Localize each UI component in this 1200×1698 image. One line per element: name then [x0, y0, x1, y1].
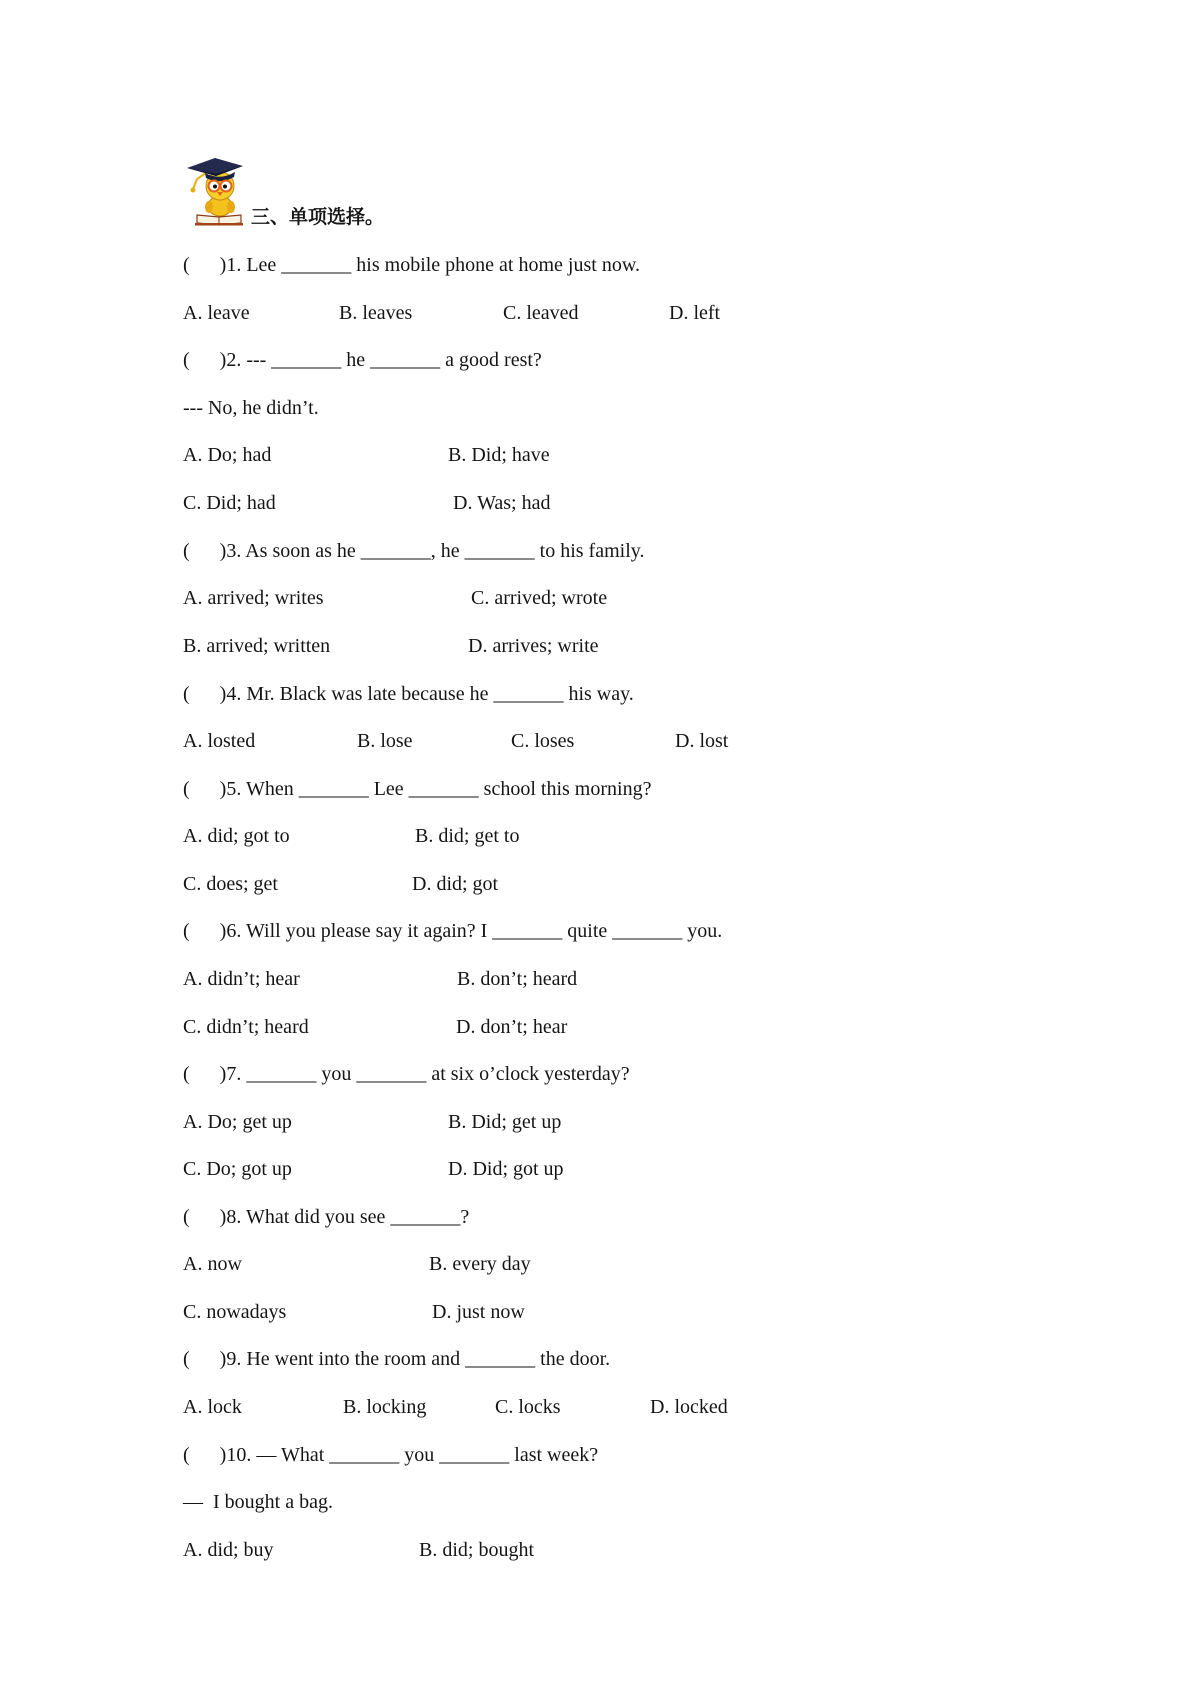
question-6-stem: ( )6. Will you please say it again? I _______ quite _______ you.: [183, 920, 723, 942]
question-4-option-c: C. loses: [511, 730, 575, 752]
question-9-stem: ( )9. He went into the room and _______ the door.: [183, 1348, 611, 1370]
question-3-stem: ( )3. As soon as he _______, he _______ to his family.: [183, 540, 645, 562]
question-6-option-c: C. didn’t; heard: [183, 1016, 309, 1038]
question-8-option-d: D. just now: [432, 1301, 525, 1323]
question-4-option-d: D. lost: [675, 730, 729, 752]
question-10-option-b: B. did; bought: [419, 1539, 535, 1561]
question-10-option-a: A. did; buy: [183, 1539, 274, 1561]
question-7-stem: ( )7. _______ you _______ at six o’clock yesterday?: [183, 1063, 630, 1085]
question-2-dialogue-reply: --- No, he didn’t.: [183, 397, 319, 419]
question-7-option-a: A. Do; get up: [183, 1111, 292, 1133]
question-5-option-d: D. did; got: [412, 873, 499, 895]
question-1-option-a: A. leave: [183, 302, 250, 324]
question-6-option-d: D. don’t; hear: [456, 1016, 568, 1038]
question-4-stem: ( )4. Mr. Black was late because he _______ his way.: [183, 683, 634, 705]
question-9-option-b: B. locking: [343, 1396, 427, 1418]
question-8-option-b: B. every day: [429, 1253, 531, 1275]
question-5-option-c: C. does; get: [183, 873, 278, 895]
question-8-option-c: C. nowadays: [183, 1301, 287, 1323]
question-10-dialogue-reply: — I bought a bag.: [183, 1491, 333, 1513]
section-title: 三、单项选择。: [251, 206, 385, 228]
question-1-option-c: C. leaved: [503, 302, 579, 324]
question-8-stem: ( )8. What did you see _______?: [183, 1206, 470, 1228]
question-10-stem: ( )10. — What _______ you _______ last week?: [183, 1444, 599, 1466]
question-2-option-d: D. Was; had: [453, 492, 551, 514]
question-3-option-b: B. arrived; written: [183, 635, 331, 657]
question-9-option-d: D. locked: [650, 1396, 728, 1418]
question-2-option-c: C. Did; had: [183, 492, 276, 514]
question-6-option-a: A. didn’t; hear: [183, 968, 300, 990]
graduate-owl-icon: [183, 155, 247, 227]
question-1-option-d: D. left: [669, 302, 721, 324]
question-6-option-b: B. don’t; heard: [457, 968, 578, 990]
question-9-option-c: C. locks: [495, 1396, 561, 1418]
question-3-option-a: A. arrived; writes: [183, 587, 324, 609]
question-7-option-b: B. Did; get up: [448, 1111, 562, 1133]
question-7-option-c: C. Do; got up: [183, 1158, 292, 1180]
question-7-option-d: D. Did; got up: [448, 1158, 564, 1180]
question-2-stem: ( )2. --- _______ he _______ a good rest?: [183, 349, 542, 371]
question-3-option-c: C. arrived; wrote: [471, 587, 608, 609]
question-1-stem: ( )1. Lee _______ his mobile phone at home just now.: [183, 254, 640, 276]
question-1-option-b: B. leaves: [339, 302, 413, 324]
question-2-option-b: B. Did; have: [448, 444, 550, 466]
question-3-option-d: D. arrives; write: [468, 635, 599, 657]
question-5-option-a: A. did; got to: [183, 825, 290, 847]
question-8-option-a: A. now: [183, 1253, 242, 1275]
question-5-option-b: B. did; get to: [415, 825, 520, 847]
question-2-option-a: A. Do; had: [183, 444, 272, 466]
question-4-option-b: B. lose: [357, 730, 413, 752]
question-9-option-a: A. lock: [183, 1396, 242, 1418]
question-4-option-a: A. losted: [183, 730, 256, 752]
question-5-stem: ( )5. When _______ Lee _______ school this morning?: [183, 778, 652, 800]
